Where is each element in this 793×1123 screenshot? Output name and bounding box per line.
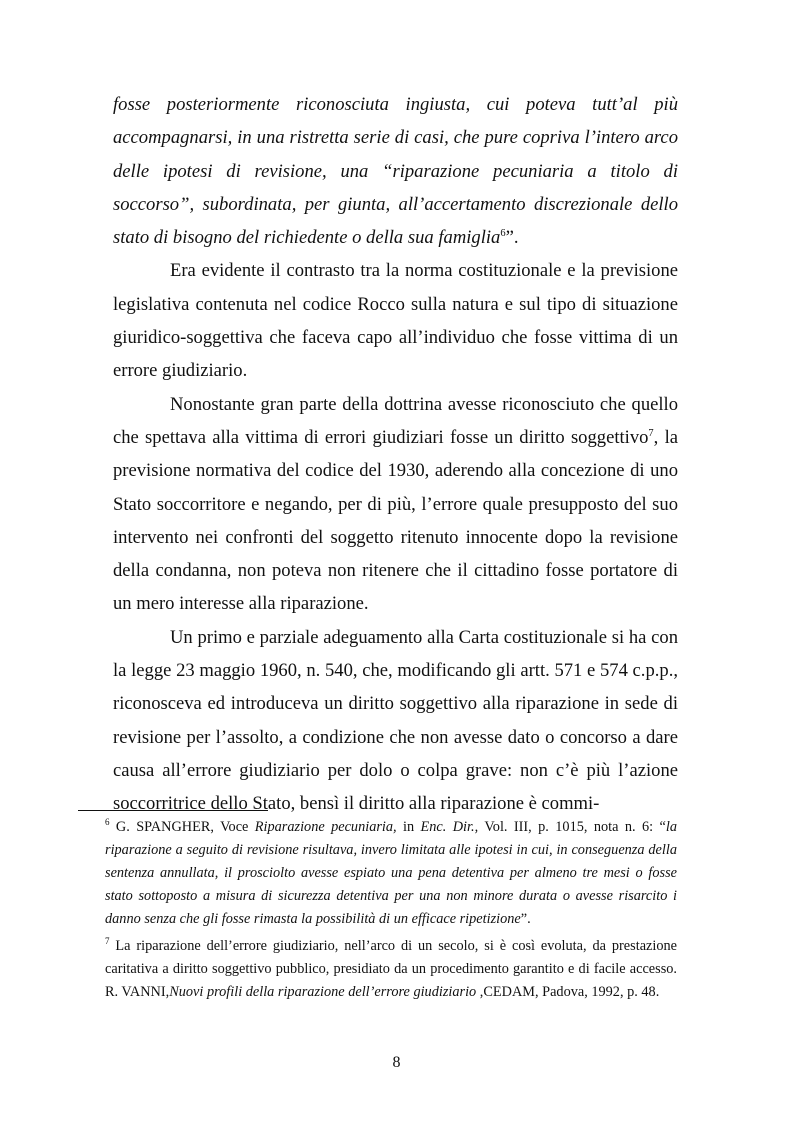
footnote-6: [105, 816, 677, 931]
footnote-6-a: G. SPANGHER, Voce: [109, 819, 255, 835]
footnote-ref-6[interactable]: 6: [500, 228, 506, 239]
paragraph-3: [113, 388, 678, 621]
footnote-6-e: Vol. III, p. 1015, nota n. 6: “: [478, 819, 666, 835]
footnotes: [105, 816, 677, 1008]
footnote-6-number: 6: [105, 817, 110, 828]
footnote-6-c: in: [396, 819, 421, 835]
footnote-separator: [78, 810, 268, 811]
footnote-ref-7[interactable]: 7: [648, 427, 654, 439]
paragraph-3-text-a: Nonostante gran parte della dottrina avesse riconosciuto che quello che spettava alla vittima di errori giudiziari fosse un diritto soggettivo: [113, 393, 678, 448]
footnote-6-g: ”.: [520, 911, 531, 927]
paragraph-1-text: fosse posteriormente riconosciuta ingiusta, cui poteva tutt’al più accompagnarsi, in una ristretta serie di casi, che pure copriva l’intero arco delle ipotesi di revisione, una “riparazione pecuniaria a titolo di soccorso”, subordinata, per giunta, all’accertamento discrezionale dello stato di bisogno del richiedente o della sua famiglia: [113, 94, 678, 249]
paragraph-1-close: ”.: [505, 227, 519, 249]
body-text: [113, 88, 678, 821]
footnote-6-title: Riparazione pecuniaria,: [254, 819, 397, 835]
footnote-7-number: 7: [105, 936, 110, 947]
page-number: 8: [392, 1054, 401, 1071]
paragraph-1: [113, 88, 678, 254]
paragraph-3-text-b: , la previsione normativa del codice del 1930, aderendo alla concezione di uno Stato soccorritore e negando, per di più, l’errore quale presupposto del suo intervento nei confronti del soggetto ritenuto innocente dopo la revisione della condanna, non poteva non ritenere che il cittadino fosse portatore di un mero interesse alla riparazione.: [113, 426, 678, 615]
footnote-7-title: Nuovi profili della riparazione dell’errore giudiziario: [169, 984, 477, 1000]
footnote-7-a: La riparazione dell’errore giudiziario, nell’arco di un secolo, si è così evoluta, da prestazione caritativa a diritto soggettivo pubblico, presidiato da un procedimento garantito e di facile accesso. R. VANNI,: [105, 938, 677, 1000]
footnote-7-c: ,CEDAM, Padova, 1992, p. 48.: [476, 984, 660, 1000]
paragraph-4: Un primo e parziale adeguamento alla Carta costituzionale si ha con la legge 23 maggio 1960, n. 540, che, modificando gli artt. 571 e 574 c.p.p., riconosceva ed introduceva un diritto soggettivo alla riparazione in sede di revisione per l’assolto, a condizione che non avesse dato o concorso a dare causa all’errore giudiziario per dolo o colpa grave: non c’è più l’azione soccorritrice dello Stato, bensì il diritto alla riparazione è commi-: [113, 626, 678, 815]
footnote-6-quote: la riparazione a seguito di revisione risultava, invero limitata alle ipotesi in cui, in conseguenza della sentenza annullata, il prosciolto avesse espiato una pena detentiva per almeno tre mesi o fosse stato sottoposto a misura di sicurezza detentiva per una non minore durata o avesse risarcito i danno senza che gli fosse rimasta la possibilità di un efficace ripetizione: [105, 819, 677, 927]
footnote-6-source: Enc. Dir.,: [420, 819, 479, 835]
paragraph-2: Era evidente il contrasto tra la norma costituzionale e la previsione legislativa contenuta nel codice Rocco sulla natura e sul tipo di situazione giuridico-soggettiva che faceva capo all’individuo che fosse vittima di un errore giudiziario.: [113, 260, 678, 382]
footnote-7: [105, 935, 677, 1004]
